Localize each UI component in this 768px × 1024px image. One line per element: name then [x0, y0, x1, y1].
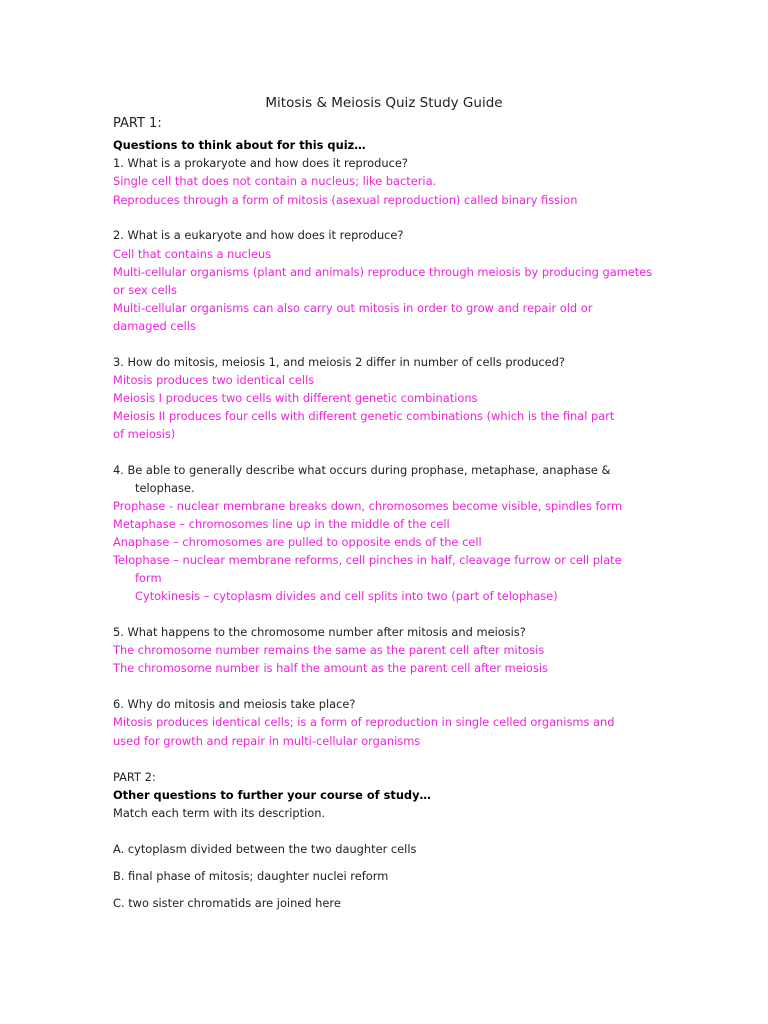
question-3: 3. How do mitosis, meiosis 1, and meiosis 2 differ in number of cells produced?: [113, 355, 565, 369]
part2-heading: PART 2:: [113, 770, 156, 784]
answer-line: used for growth and repair in multi-cellular organisms: [113, 734, 421, 748]
part1-heading: PART 1:: [113, 116, 162, 131]
answer-line: Multi-cellular organisms (plant and animals) reproduce through meiosis by producing gametes: [113, 265, 653, 279]
answer-line: The chromosome number is half the amount as the parent cell after meiosis: [113, 661, 548, 675]
answer-line: Reproduces through a form of mitosis (asexual reproduction) called binary fission: [113, 193, 578, 207]
answer-line: damaged cells: [113, 319, 196, 333]
question-1: 1. What is a prokaryote and how does it reproduce?: [113, 156, 408, 170]
page-title: Mitosis & Meiosis Quiz Study Guide: [265, 95, 503, 111]
question-4-cont: telophase.: [135, 481, 195, 495]
answer-line: Mitosis produces two identical cells: [113, 373, 315, 387]
question-4: 4. Be able to generally describe what occurs during prophase, metaphase, anaphase &: [113, 463, 611, 477]
answer-line: or sex cells: [113, 283, 177, 297]
question-5: 5. What happens to the chromosome number after mitosis and meiosis?: [113, 625, 526, 639]
match-item-a: A. cytoplasm divided between the two daughter cells: [113, 842, 417, 856]
part2-intro: Other questions to further your course of study…: [113, 788, 431, 802]
answer-line: Anaphase – chromosomes are pulled to opposite ends of the cell: [113, 535, 482, 549]
part2-instruction: Match each term with its description.: [113, 806, 326, 820]
question-2: 2. What is a eukaryote and how does it reproduce?: [113, 228, 404, 242]
answer-line: Metaphase – chromosomes line up in the middle of the cell: [113, 517, 450, 531]
answer-line: Mitosis produces identical cells; is a form of reproduction in single celled organisms and: [113, 715, 615, 729]
question-6: 6. Why do mitosis and meiosis take place?: [113, 697, 356, 711]
answer-line: Cell that contains a nucleus: [113, 247, 272, 261]
match-item-c: C. two sister chromatids are joined here: [113, 896, 341, 910]
match-item-b: B. final phase of mitosis; daughter nuclei reform: [113, 869, 389, 883]
answer-line: The chromosome number remains the same as the parent cell after mitosis: [113, 643, 545, 657]
answer-line: Telophase – nuclear membrane reforms, cell pinches in half, cleavage furrow or cell plate: [113, 553, 622, 567]
answer-line: Meiosis II produces four cells with different genetic combinations (which is the final part: [113, 409, 615, 423]
part1-intro: Questions to think about for this quiz…: [113, 138, 366, 152]
answer-line: Multi-cellular organisms can also carry out mitosis in order to grow and repair old or: [113, 301, 593, 315]
answer-line: Prophase - nuclear membrane breaks down, chromosomes become visible, spindles form: [113, 499, 623, 513]
answer-line: Meiosis I produces two cells with different genetic combinations: [113, 391, 478, 405]
answer-line: Single cell that does not contain a nucleus; like bacteria.: [113, 174, 437, 188]
answer-line: Cytokinesis – cytoplasm divides and cell splits into two (part of telophase): [135, 589, 558, 603]
answer-line: of meiosis): [113, 427, 176, 441]
answer-line: form: [135, 571, 162, 585]
